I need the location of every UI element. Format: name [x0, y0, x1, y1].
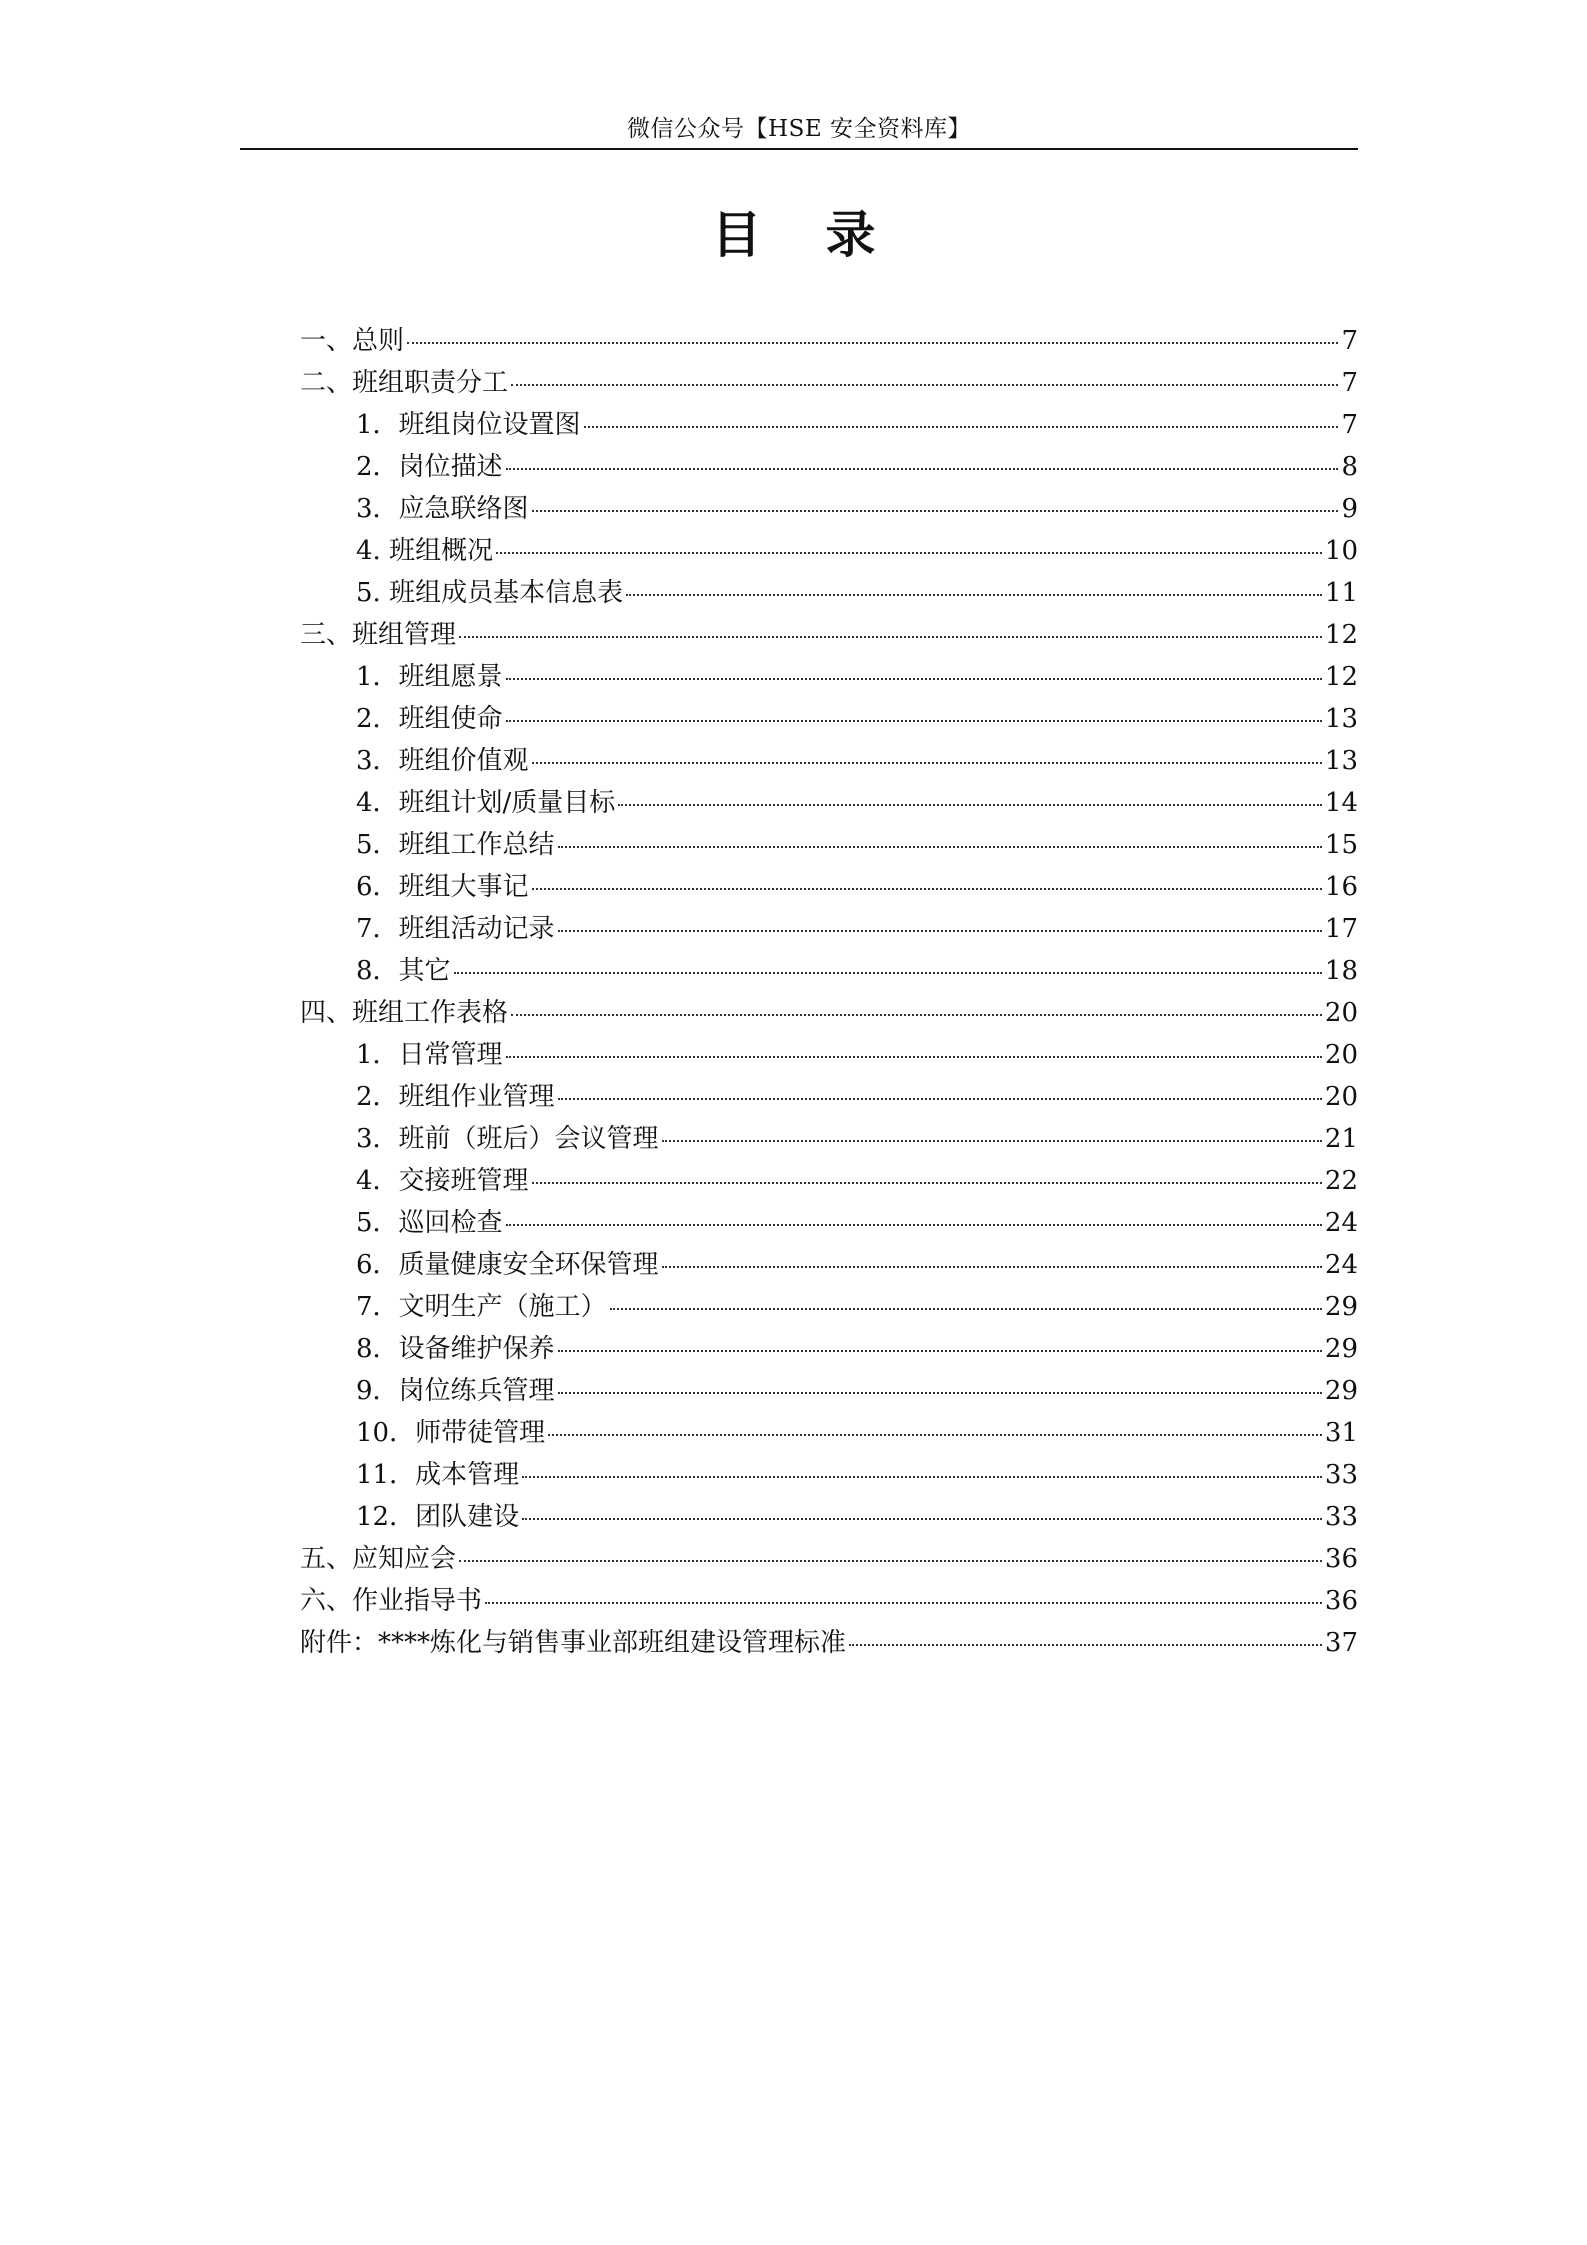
- toc-entry[interactable]: [300, 1160, 1358, 1202]
- toc-dot-leader: [454, 972, 1322, 974]
- toc-dot-leader: [584, 426, 1339, 428]
- toc-entry-label: 三、班组管理: [300, 620, 457, 650]
- toc-entry[interactable]: [300, 1580, 1358, 1622]
- toc-entry-page-number: 29: [1324, 1376, 1358, 1406]
- toc-entry-label: 二、班组职责分工: [300, 368, 509, 398]
- toc-entry-label: 9．岗位练兵管理: [356, 1376, 555, 1406]
- toc-dot-leader: [849, 1644, 1322, 1646]
- toc-entry[interactable]: [300, 530, 1358, 572]
- toc-entry[interactable]: [300, 404, 1358, 446]
- toc-dot-leader: [459, 1560, 1322, 1562]
- toc-dot-leader: [662, 1140, 1322, 1142]
- toc-entry[interactable]: [300, 992, 1358, 1034]
- toc-entry-label: 1．班组岗位设置图: [356, 410, 581, 440]
- header-divider: [240, 148, 1358, 150]
- toc-entry-page-number: 17: [1324, 914, 1358, 944]
- toc-entry-page-number: 33: [1324, 1502, 1358, 1532]
- toc-entry-page-number: 12: [1324, 662, 1358, 692]
- toc-entry[interactable]: [300, 1412, 1358, 1454]
- toc-dot-leader: [506, 468, 1339, 470]
- toc-entry-label: 5. 班组成员基本信息表: [356, 578, 624, 608]
- toc-entry[interactable]: [300, 614, 1358, 656]
- toc-entry[interactable]: [300, 1370, 1358, 1412]
- toc-dot-leader: [532, 762, 1322, 764]
- toc-entry[interactable]: [300, 1118, 1358, 1160]
- toc-dot-leader: [532, 510, 1339, 512]
- toc-entry-label: 四、班组工作表格: [300, 998, 509, 1028]
- toc-dot-leader: [558, 930, 1322, 932]
- toc-dot-leader: [558, 1392, 1322, 1394]
- toc-entry-label: 6．质量健康安全环保管理: [356, 1250, 659, 1280]
- toc-entry-label: 7．班组活动记录: [356, 914, 555, 944]
- toc-entry[interactable]: [300, 446, 1358, 488]
- toc-entry-page-number: 29: [1324, 1292, 1358, 1322]
- toc-dot-leader: [496, 552, 1322, 554]
- toc-entry-label: 五、应知应会: [300, 1544, 457, 1574]
- toc-entry-label: 3．应急联络图: [356, 494, 529, 524]
- toc-entry-label: 5．班组工作总结: [356, 830, 555, 860]
- toc-entry-page-number: 9: [1341, 494, 1358, 524]
- toc-entry-label: 六、作业指导书: [300, 1586, 483, 1616]
- toc-entry-label: 5．巡回检查: [356, 1208, 503, 1238]
- toc-entry-page-number: 22: [1324, 1166, 1358, 1196]
- toc-dot-leader: [618, 804, 1322, 806]
- toc-entry-label: 一、总则: [300, 326, 405, 356]
- toc-dot-leader: [485, 1602, 1322, 1604]
- toc-entry[interactable]: [300, 656, 1358, 698]
- toc-entry-page-number: 10: [1324, 536, 1358, 566]
- toc-entry-label: 3．班组价值观: [356, 746, 529, 776]
- toc-dot-leader: [662, 1266, 1322, 1268]
- toc-entry-page-number: 20: [1324, 1040, 1358, 1070]
- toc-dot-leader: [532, 888, 1322, 890]
- toc-entry[interactable]: [300, 866, 1358, 908]
- toc-entry[interactable]: [300, 740, 1358, 782]
- toc-entry-label: 1．班组愿景: [356, 662, 503, 692]
- toc-entry-page-number: 24: [1324, 1250, 1358, 1280]
- toc-entry-page-number: 13: [1324, 704, 1358, 734]
- toc-entry-page-number: 11: [1324, 578, 1358, 608]
- toc-entry-label: 附件：****炼化与销售事业部班组建设管理标准: [300, 1628, 847, 1658]
- toc-dot-leader: [506, 720, 1322, 722]
- toc-entry[interactable]: [300, 1622, 1358, 1664]
- toc-entry[interactable]: [300, 572, 1358, 614]
- toc-entry-page-number: 21: [1324, 1124, 1358, 1154]
- toc-dot-leader: [532, 1182, 1322, 1184]
- toc-entry-page-number: 8: [1341, 452, 1358, 482]
- toc-entry-page-number: 7: [1341, 326, 1358, 356]
- toc-entry-page-number: 15: [1324, 830, 1358, 860]
- toc-entry-label: 2．岗位描述: [356, 452, 503, 482]
- toc-entry-page-number: 14: [1324, 788, 1358, 818]
- toc-entry[interactable]: [300, 698, 1358, 740]
- toc-entry-label: 10．师带徒管理: [356, 1418, 546, 1448]
- toc-entry-page-number: 37: [1324, 1628, 1358, 1658]
- toc-entry-page-number: 33: [1324, 1460, 1358, 1490]
- toc-dot-leader: [558, 846, 1322, 848]
- toc-entry[interactable]: [300, 1034, 1358, 1076]
- toc-entry-label: 11．成本管理: [356, 1460, 520, 1490]
- toc-entry[interactable]: [300, 908, 1358, 950]
- toc-entry-label: 1．日常管理: [356, 1040, 503, 1070]
- toc-entry[interactable]: [300, 320, 1358, 362]
- toc-entry-page-number: 12: [1324, 620, 1358, 650]
- toc-entry-label: 3．班前（班后）会议管理: [356, 1124, 659, 1154]
- toc-entry-label: 4．班组计划/质量目标: [356, 788, 616, 818]
- toc-dot-leader: [459, 636, 1322, 638]
- toc-entry[interactable]: [300, 1538, 1358, 1580]
- toc-entry[interactable]: [300, 362, 1358, 404]
- toc-entry-page-number: 36: [1324, 1544, 1358, 1574]
- toc-entry-page-number: 20: [1324, 1082, 1358, 1112]
- toc-entry-page-number: 18: [1324, 956, 1358, 986]
- toc-dot-leader: [522, 1518, 1322, 1520]
- toc-entry[interactable]: [300, 950, 1358, 992]
- toc-dot-leader: [506, 1056, 1322, 1058]
- toc-entry[interactable]: [300, 1286, 1358, 1328]
- toc-entry-label: 4．交接班管理: [356, 1166, 529, 1196]
- toc-entry-label: 2．班组使命: [356, 704, 503, 734]
- toc-entry-page-number: 36: [1324, 1586, 1358, 1616]
- toc-entry-label: 6．班组大事记: [356, 872, 529, 902]
- toc-dot-leader: [506, 1224, 1322, 1226]
- toc-entry[interactable]: [300, 782, 1358, 824]
- toc-entry[interactable]: [300, 824, 1358, 866]
- toc-entry-label: 4. 班组概况: [356, 536, 494, 566]
- toc-dot-leader: [548, 1434, 1322, 1436]
- toc-dot-leader: [626, 594, 1322, 596]
- toc-entry-page-number: 29: [1324, 1334, 1358, 1364]
- toc-entry-label: 7．文明生产（施工）: [356, 1292, 607, 1322]
- toc-entry-page-number: 20: [1324, 998, 1358, 1028]
- toc-entry-page-number: 16: [1324, 872, 1358, 902]
- toc-dot-leader: [511, 1014, 1322, 1016]
- toc-entry-page-number: 7: [1341, 368, 1358, 398]
- toc-dot-leader: [558, 1350, 1322, 1352]
- toc-entry-page-number: 24: [1324, 1208, 1358, 1238]
- toc-entry-label: 12．团队建设: [356, 1502, 520, 1532]
- table-of-contents: [300, 320, 1358, 1664]
- toc-entry[interactable]: [300, 1328, 1358, 1370]
- toc-entry[interactable]: [300, 488, 1358, 530]
- page-header: 微信公众号【HSE 安全资料库】: [627, 116, 971, 142]
- toc-entry[interactable]: [300, 1202, 1358, 1244]
- toc-entry-page-number: 13: [1324, 746, 1358, 776]
- toc-entry-page-number: 7: [1341, 410, 1358, 440]
- toc-dot-leader: [506, 678, 1322, 680]
- page-title: 目录: [711, 206, 940, 264]
- toc-entry-page-number: 31: [1324, 1418, 1358, 1448]
- toc-dot-leader: [407, 342, 1338, 344]
- toc-entry-label: 2．班组作业管理: [356, 1082, 555, 1112]
- toc-entry[interactable]: [300, 1496, 1358, 1538]
- toc-entry[interactable]: [300, 1076, 1358, 1118]
- toc-entry-label: 8．其它: [356, 956, 451, 986]
- toc-dot-leader: [610, 1308, 1322, 1310]
- toc-dot-leader: [522, 1476, 1322, 1478]
- toc-dot-leader: [558, 1098, 1322, 1100]
- toc-entry[interactable]: [300, 1454, 1358, 1496]
- toc-dot-leader: [511, 384, 1338, 386]
- toc-entry-label: 8．设备维护保养: [356, 1334, 555, 1364]
- toc-entry[interactable]: [300, 1244, 1358, 1286]
